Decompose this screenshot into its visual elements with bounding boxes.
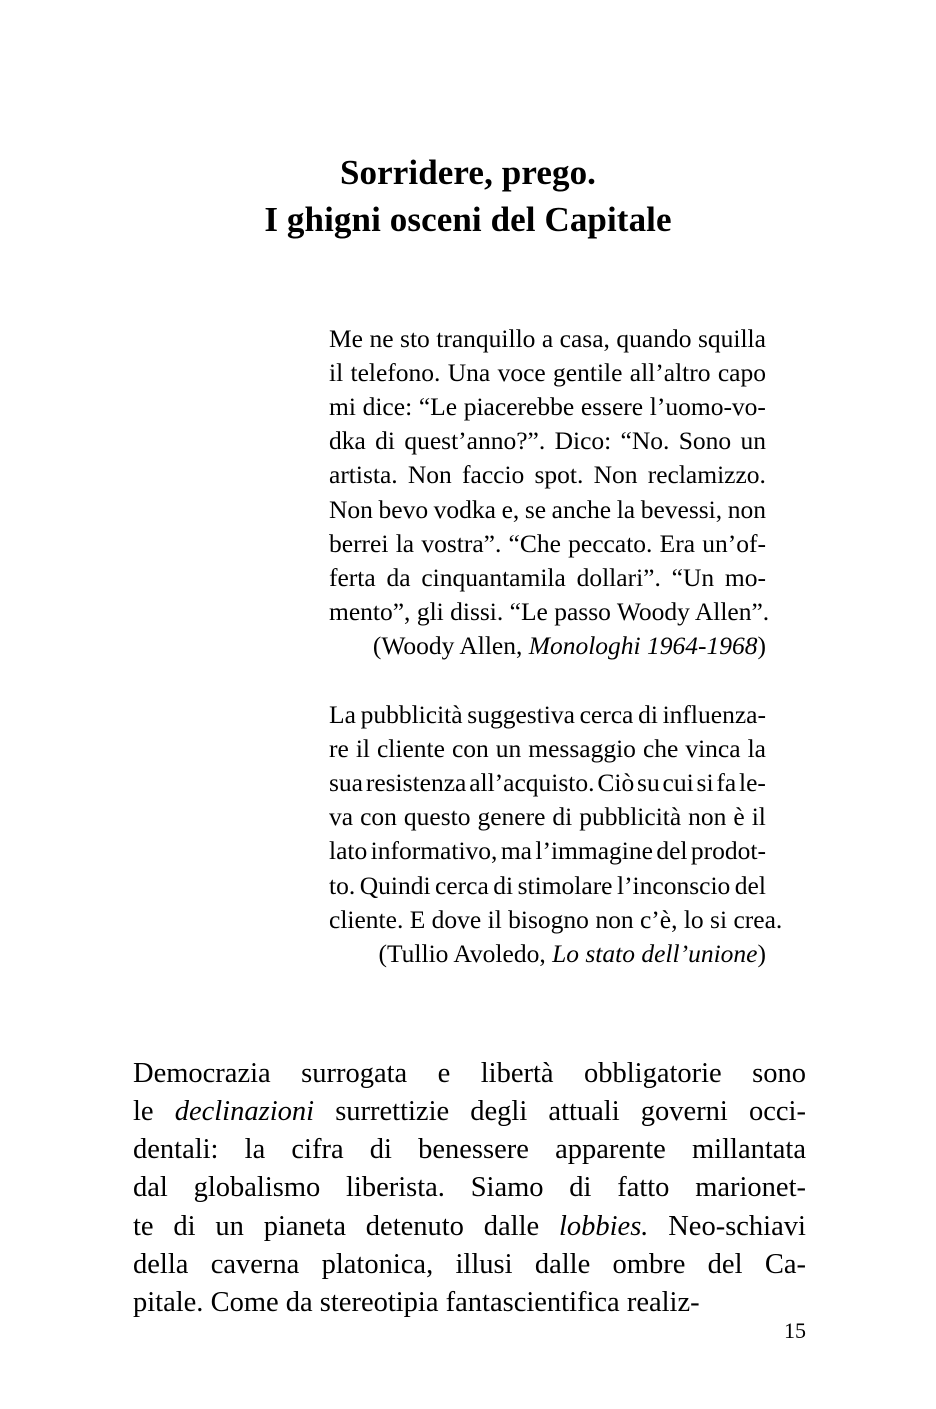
word: di <box>569 1172 592 1204</box>
word: il <box>751 802 766 832</box>
word: dove <box>425 904 482 934</box>
word: Non <box>407 460 452 490</box>
word: l’uomo-vo- <box>649 391 766 421</box>
word: surrettizie <box>335 1095 450 1127</box>
word: mento”, <box>329 597 411 627</box>
word: lato <box>329 836 368 866</box>
word: dollari”. <box>576 562 661 592</box>
word: Era <box>659 528 696 558</box>
emphasis-word: declinazioni <box>174 1095 315 1127</box>
word: dalle <box>483 1210 540 1242</box>
word: “Un <box>671 562 715 592</box>
word: il <box>355 733 370 763</box>
word: influenza- <box>662 699 766 729</box>
epigraph-line <box>329 390 766 424</box>
word: cliente. <box>329 904 404 934</box>
word: tranquillo <box>436 323 536 353</box>
word: passo <box>547 597 611 627</box>
body-line <box>133 1246 806 1284</box>
word: dissi. <box>443 597 504 627</box>
word: resistenza <box>365 767 467 797</box>
epigraph-line <box>329 698 766 732</box>
body-line <box>133 1131 806 1169</box>
word: quando <box>616 323 692 353</box>
word: del <box>734 870 766 900</box>
word: e <box>437 1057 451 1089</box>
word: le <box>133 1095 154 1127</box>
word: di <box>173 1210 196 1242</box>
word: capo <box>717 357 766 387</box>
word: la <box>616 494 636 524</box>
word: mi <box>329 391 356 421</box>
word: degli <box>470 1095 528 1127</box>
epigraph-line <box>329 869 766 903</box>
word: pubblicità <box>579 802 682 832</box>
word: “No. <box>620 426 670 456</box>
word: Dico: <box>554 426 612 456</box>
word: ombre <box>612 1248 686 1280</box>
word: c’è, <box>633 904 678 934</box>
word: dice: <box>362 391 413 421</box>
word: fantascientifica <box>438 1287 620 1319</box>
word: sto <box>400 323 430 353</box>
word: to. <box>329 870 356 900</box>
word: informativo, <box>370 836 498 866</box>
word: “Le <box>503 597 548 627</box>
word: e, <box>501 494 520 524</box>
word: suggestiva <box>467 699 575 729</box>
word: Woody <box>610 597 690 627</box>
word: te <box>133 1210 154 1242</box>
word: obbligatorie <box>583 1057 722 1089</box>
word: marionet- <box>695 1172 806 1204</box>
attribution-suffix: ) <box>757 938 766 968</box>
attribution-author: (Tullio Avoledo, <box>378 938 553 968</box>
word: Come <box>203 1287 279 1319</box>
epigraph-line <box>329 766 766 800</box>
attribution-work-title: Lo stato dell’unione <box>552 938 758 968</box>
word: del <box>656 836 688 866</box>
word: l’immagine <box>535 836 653 866</box>
word: occi- <box>749 1095 806 1127</box>
word: Neo-schiavi <box>668 1210 806 1242</box>
word: di <box>493 870 514 900</box>
word: di <box>369 1134 392 1166</box>
word: un <box>215 1210 244 1242</box>
word: a <box>541 323 554 353</box>
epigraph-line <box>329 732 766 766</box>
word: liberista. <box>346 1172 445 1204</box>
word: con <box>451 733 489 763</box>
word: fa <box>716 767 737 797</box>
word: benessere <box>418 1134 529 1166</box>
word: un <box>740 426 766 456</box>
word: che <box>642 733 679 763</box>
word: stimolare <box>517 870 613 900</box>
epigraph-line <box>329 322 766 356</box>
body-paragraph <box>133 1055 806 1323</box>
epigraph-line <box>329 561 766 595</box>
word: Una <box>447 357 491 387</box>
epigraph-line <box>329 903 783 937</box>
word: squilla <box>697 323 766 353</box>
word: genere <box>477 802 546 832</box>
word: peccato. <box>568 528 653 558</box>
word: del <box>707 1248 743 1280</box>
word: cui <box>662 767 694 797</box>
word: crea. <box>727 904 783 934</box>
word: all’altro <box>629 357 711 387</box>
word: fatto <box>617 1172 670 1204</box>
word: mo- <box>724 562 766 592</box>
epigraph-line <box>329 356 766 390</box>
word: vinca <box>685 733 741 763</box>
word: non <box>727 494 766 524</box>
word: E <box>403 904 426 934</box>
word: faccio <box>462 460 525 490</box>
word: la <box>747 733 766 763</box>
word: Quindi <box>359 870 431 900</box>
word: va <box>329 802 354 832</box>
epigraph-attribution <box>329 937 766 971</box>
word: un <box>495 733 522 763</box>
word: Non <box>593 460 638 490</box>
word: millantata <box>692 1134 806 1166</box>
word: è <box>733 802 745 832</box>
word: pubblicità <box>360 699 463 729</box>
body-line <box>133 1093 806 1131</box>
word: gentile <box>553 357 623 387</box>
word: ma <box>500 836 532 866</box>
word: se <box>524 494 547 524</box>
word: anche <box>551 494 612 524</box>
word: globalismo <box>193 1172 321 1204</box>
word: da <box>278 1287 313 1319</box>
word: quest’anno?”. <box>404 426 546 456</box>
word: re <box>329 733 349 763</box>
word: attuali <box>548 1095 620 1127</box>
epigraph-line <box>329 834 766 868</box>
word: telefono. <box>350 357 441 387</box>
word: Me <box>329 323 363 353</box>
word: non <box>688 802 727 832</box>
word: sono <box>752 1057 806 1089</box>
word: platonica, <box>321 1248 434 1280</box>
word: cliente <box>376 733 445 763</box>
word: Ca- <box>764 1248 806 1280</box>
word: la <box>244 1134 266 1166</box>
word: le- <box>739 767 766 797</box>
word: di <box>552 802 573 832</box>
word: all’acquisto. <box>469 767 595 797</box>
epigraph-line <box>329 527 766 561</box>
word: cerca <box>579 699 634 729</box>
word: con <box>360 802 397 832</box>
word: governi <box>640 1095 728 1127</box>
word: dentali: <box>133 1134 219 1166</box>
epigraph-line <box>329 493 766 527</box>
word: dal <box>133 1172 168 1204</box>
epigraph-line <box>329 800 766 834</box>
word: il <box>329 357 344 387</box>
chapter-title-line-2: I ghigni osceni del Capitale <box>264 200 672 240</box>
word: spot. <box>534 460 584 490</box>
word: un’of- <box>702 528 766 558</box>
word: “Le <box>418 391 458 421</box>
word: apparente <box>555 1134 666 1166</box>
word: da <box>386 562 411 592</box>
word: Non <box>329 494 373 524</box>
word: voce <box>497 357 546 387</box>
word: Ciò <box>597 767 635 797</box>
word: casa, <box>559 323 610 353</box>
word: essere <box>580 391 644 421</box>
word: realiz- <box>619 1287 700 1319</box>
epigraph-attribution <box>329 629 766 663</box>
body-line <box>133 1208 806 1246</box>
page-title <box>0 149 936 243</box>
word: caverna <box>210 1248 300 1280</box>
word: dka <box>329 426 366 456</box>
word: si <box>696 767 714 797</box>
word: surrogata <box>301 1057 408 1089</box>
word: sua <box>329 767 363 797</box>
word: l’inconscio <box>616 870 731 900</box>
word: ne <box>369 323 394 353</box>
emphasis-word: lobbies. <box>558 1210 649 1242</box>
word: La <box>329 699 356 729</box>
epigraph-woody-allen <box>329 322 770 664</box>
epigraph-line <box>329 458 766 492</box>
epigraph-line <box>329 595 770 629</box>
word: di <box>375 426 395 456</box>
word: di <box>638 699 658 729</box>
word: illusi <box>455 1248 513 1280</box>
word: cerca <box>435 870 489 900</box>
word: cinquantamila <box>421 562 566 592</box>
word: vostra”. <box>421 528 502 558</box>
word: dalle <box>534 1248 591 1280</box>
word: Siamo <box>470 1172 544 1204</box>
word: pitale. <box>133 1287 204 1319</box>
page-number: 15 <box>784 1318 806 1343</box>
word: bevessi, <box>640 494 723 524</box>
word: vodka <box>433 494 496 524</box>
word: gli <box>410 597 444 627</box>
word: bevo <box>378 494 429 524</box>
word: libertà <box>480 1057 554 1089</box>
word: piacerebbe <box>463 391 575 421</box>
word: berrei <box>329 528 389 558</box>
word: artista. <box>329 460 398 490</box>
epigraph-group <box>289 296 806 997</box>
chapter-title-line-1: Sorridere, prego. <box>339 153 597 193</box>
word: Allen”. <box>689 597 770 627</box>
epigraph-tullio-avoledo <box>329 698 783 972</box>
epigraph-line <box>329 424 766 458</box>
word: su <box>637 767 660 797</box>
word: non <box>588 904 634 934</box>
word: ferta <box>329 562 376 592</box>
attribution-work-title: Monologhi 1964-1968 <box>528 631 758 661</box>
word: Democrazia <box>133 1057 271 1089</box>
word: lo <box>677 904 704 934</box>
word: si <box>703 904 728 934</box>
body-line <box>133 1284 806 1322</box>
word: cifra <box>291 1134 344 1166</box>
word: questo <box>403 802 471 832</box>
word: della <box>133 1248 189 1280</box>
word: il <box>481 904 502 934</box>
word: prodot- <box>690 836 766 866</box>
attribution-author: (Woody Allen, <box>372 631 529 661</box>
body-line <box>133 1169 806 1207</box>
word: bisogno <box>501 904 589 934</box>
word: Sono <box>678 426 732 456</box>
word: messaggio <box>528 733 636 763</box>
word: “Che <box>508 528 561 558</box>
word: detenuto <box>365 1210 464 1242</box>
word: la <box>395 528 415 558</box>
word: reclamizzo. <box>647 460 766 490</box>
word: stereotipia <box>312 1287 439 1319</box>
attribution-suffix: ) <box>757 631 766 661</box>
body-line <box>133 1055 806 1093</box>
word: pianeta <box>263 1210 346 1242</box>
